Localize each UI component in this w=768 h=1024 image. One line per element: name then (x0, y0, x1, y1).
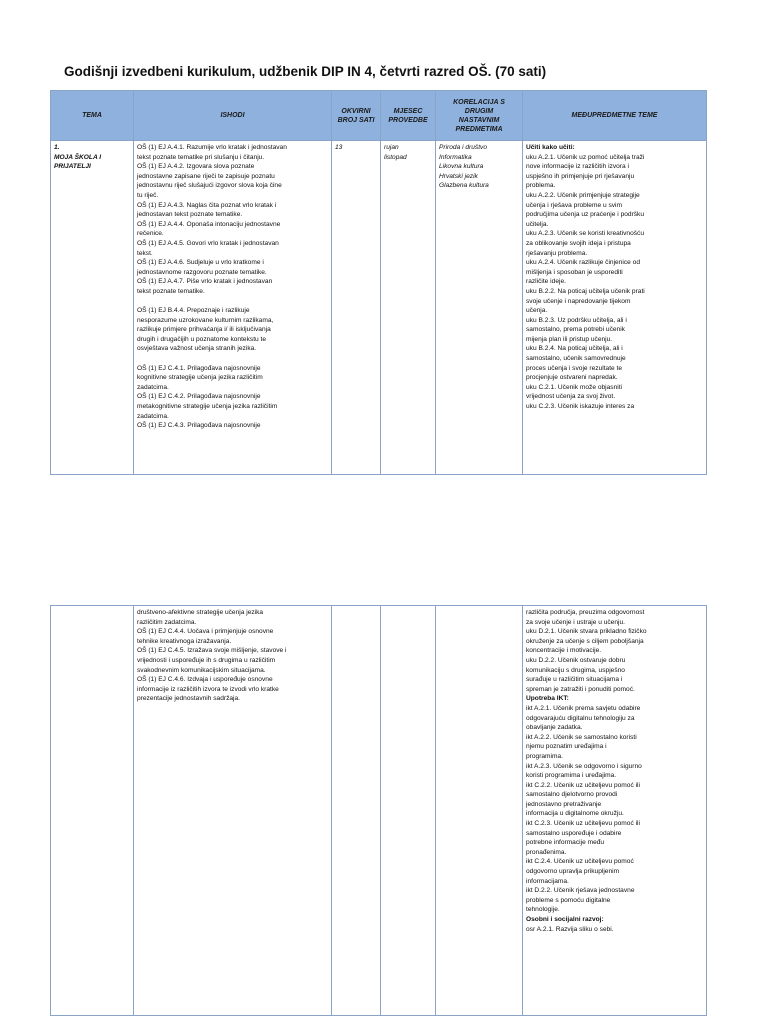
text-line: njemu poznatim uređajima i (526, 743, 607, 751)
text-line (137, 297, 328, 307)
text-line: koncentracije i motivacije. (526, 647, 602, 655)
text-line: svakodnevnim komunikacijskim situacijama. (137, 666, 266, 674)
text-line: uku A.2.4. Učenik razlikuje činjenice od (526, 259, 640, 267)
text-line: potrebne informacije među (526, 839, 605, 847)
text-line: surađuje u različitim situacijama i (526, 676, 623, 684)
text-line: problema. (526, 182, 556, 190)
text-line: uku D.2.1. Učenik stvara prikladno fizičko (526, 628, 647, 636)
text-line: rješavanju problema. (526, 249, 588, 257)
text-line: samostalno djelotvorno provodi (526, 791, 618, 799)
header-medupredmetne-teme: MEĐUPREDMETNE TEME (523, 91, 707, 141)
text-line: programima. (526, 752, 564, 760)
text-line: tehnologije. (526, 906, 560, 914)
korelacija-cell (436, 141, 523, 475)
text-line: uku B.2.2. Na poticaj učitelja učenik prati (526, 287, 645, 295)
header-row (51, 91, 707, 141)
text-line: OŠ (1) EJ A.4.4. Oponaša intonaciju jednostavne (137, 220, 281, 228)
header-tema: TEMA (51, 91, 134, 141)
osr-heading: Osobni i socijalni razvoj: (526, 916, 604, 923)
text-line: pronađenima. (526, 848, 567, 856)
text-line: OŠ (1) EJ A.4.1. Razumije vrlo kratak i jednostavan (137, 144, 287, 151)
text-line: mijenja plan ili pristup učenju. (526, 335, 613, 343)
text-line: OŠ (1) EJ A.4.3. Naglas čita poznat vrlo kratak i (137, 201, 277, 209)
text-line: učitelja. (526, 220, 549, 228)
text-line: komunikaciju s drugima, uspješno (526, 666, 625, 674)
text-line: osvještava važnost učenja stranih jezika. (137, 345, 257, 353)
text-line: razlikuje primjere prihvaćanja i/ ili isključivanja (137, 326, 271, 334)
text-line: ikt A.2.3. Učenik se odgovorno i sigurno (526, 762, 642, 770)
text-line: samostalno, učenik samovrednuje (526, 355, 626, 363)
text-line: probleme s pomoću digitalne (526, 896, 611, 904)
text-line: prezentacije jednostavnih sadržaja. (137, 695, 240, 703)
header-ishodi: ISHODI (134, 91, 332, 141)
text-line: za svoje učenje i ustraje u učenju. (526, 618, 625, 626)
text-line: različite ideje. (526, 278, 566, 286)
header-mjesec-provedbe (381, 91, 436, 141)
text-line: metakognitivne strategije učenja jezika različitim (137, 403, 278, 411)
mjesec-provedbe-cell (381, 606, 436, 1016)
text-line: vrijednost učenja za svoj život. (526, 393, 616, 401)
text-line: odgovorno upravlja prikupljenim (526, 868, 620, 876)
text-line: samostalno, prema potrebi učenik (526, 326, 625, 334)
curriculum-table-page-1 (50, 90, 707, 475)
header-okvirni-broj-sati (332, 91, 381, 141)
text-line: svoje učenje i napredovanje tijekom (526, 297, 631, 305)
text-line (137, 354, 328, 364)
text-line: zadatcima. (137, 383, 169, 391)
header-korelacija-line: NASTAVNIM (458, 116, 500, 124)
text-line: vrijednosti i uspoređuje ih s drugima u različitim (137, 656, 276, 664)
mjesec-line: listopad (384, 153, 407, 161)
text-line: uspješno ih primjenjuje pri rješavanju (526, 172, 635, 180)
curriculum-table-page-2 (50, 605, 707, 1016)
text-line: ikt C.2.4. Učenik uz učiteljevu pomoć (526, 858, 634, 866)
medupredmetne-cell (523, 141, 707, 475)
tema-line: 1. (54, 144, 60, 151)
text-line: proces učenja i svoje rezultate te (526, 364, 623, 372)
text-line: ikt A.2.2. Učenik se samostalno koristi (526, 733, 637, 741)
text-line: Hrvatski jezik (439, 172, 478, 180)
text-line: Informatika (439, 153, 472, 161)
header-mjesec-line: MJESEC (393, 107, 423, 115)
text-line: uku B.2.4. Na poticaj učitelja, ali i (526, 345, 623, 353)
text-line: ikt C.2.3. Učenik uz učiteljevu pomoć ili (526, 820, 640, 828)
text-line: različitim zadatcima. (137, 618, 197, 626)
text-line: OŠ (1) EJ C.4.3. Prilagođava najosnovnije (137, 422, 261, 430)
text-line: uku A.2.3. Učenik se koristi kreativnošću (526, 230, 645, 238)
tema-cell (51, 606, 134, 1016)
text-line: Glazbena kultura (439, 182, 489, 190)
uku-heading: Učiti kako učiti: (526, 144, 575, 151)
text-line: tekst. (137, 249, 153, 257)
mjesec-provedbe-cell (381, 141, 436, 475)
text-line: područjima učenja uz praćenje i podršku (526, 211, 645, 219)
text-line: OŠ (1) EJ C.4.2. Prilagođava najosnovnije (137, 393, 261, 401)
text-line: samostalno uspoređuje i odabire (526, 829, 622, 837)
header-korelacija (436, 91, 523, 141)
text-line: Likovna kultura (439, 163, 484, 171)
text-line: okruženje za učenje s ciljem poboljšanja (526, 637, 644, 645)
medupredmetne-cell (523, 606, 707, 1016)
text-line: OŠ (1) EJ C.4.6. Izdvaja i uspoređuje osnovne (137, 676, 273, 684)
text-line: tekst poznate tematike. (137, 287, 205, 295)
header-okvirni-line: BROJ SATI (337, 116, 375, 124)
text-line: uku A.2.2. Učenik primjenjuje strategije (526, 191, 640, 199)
okvirni-broj-sati-cell: 13 (332, 141, 381, 475)
text-line: uku C.2.1. Učenik može objasniti (526, 383, 623, 391)
text-line: ikt D.2.2. Učenik rješava jednostavne (526, 887, 635, 895)
text-line: različita područja, preuzima odgovornost (526, 609, 645, 616)
text-line: osr A.2.1. Razvija sliku o sebi. (526, 925, 614, 933)
mjesec-line: rujan (384, 144, 399, 151)
text-line: drugih i drugačijih u poznatome kontekstu te (137, 335, 267, 343)
text-line: tu riječ. (137, 191, 159, 199)
text-line: uku B.2.3. Uz podršku učitelja, ali i (526, 316, 627, 324)
text-line: jednostavno pretraživanje (526, 800, 602, 808)
text-line: jednostavnome razgovoru poznate tematike. (137, 268, 267, 276)
text-line: OŠ (1) EJ C.4.1. Prilagođava najosnovnije (137, 364, 261, 372)
ishodi-cell (134, 606, 332, 1016)
text-line: obavljanje zadatka. (526, 724, 583, 732)
ikt-heading: Upotreba IKT: (526, 695, 569, 703)
text-line: spreman je zatražiti i ponuditi pomoć. (526, 685, 635, 693)
text-line: OŠ (1) EJ A.4.2. Izgovara slova poznate (137, 163, 255, 171)
text-line: OŠ (1) EJ C.4.4. Uočava i primjenjuje osnovne (137, 628, 274, 636)
text-line: jednostavne zapisane riječi te zapisuje poznatu (137, 172, 275, 180)
text-line: ikt A.2.1. Učenik prema savjetu odabire (526, 704, 641, 712)
text-line: uku D.2.2. Učenik ostvaruje dobru (526, 656, 626, 664)
text-line: OŠ (1) EJ A.4.6. Sudjeluje u vrlo kratkome i (137, 259, 264, 267)
text-line: odgovarajuću digitalnu tehnologiju za (526, 714, 635, 722)
table-row (51, 141, 707, 475)
text-line: tekst poznate tematike pri slušanju i čitanju. (137, 153, 265, 161)
text-line: OŠ (1) EJ A.4.5. Govori vrlo kratak i jednostavan (137, 239, 279, 247)
header-okvirni-line: OKVIRNI (341, 107, 371, 115)
text-line: za oblikovanje svojih ideja i pristupa (526, 239, 631, 247)
text-line: nove informacije iz različitih izvora i (526, 163, 629, 171)
text-line: učenja. (526, 307, 548, 315)
header-korelacija-line: DRUGIM (464, 107, 494, 115)
text-line: tehnike kreativnoga izražavanja. (137, 637, 232, 645)
tema-line: MOJA ŠKOLA I (54, 153, 102, 161)
table-row (51, 606, 707, 1016)
text-line: zadatcima. (137, 412, 169, 420)
text-line: informacijama. (526, 877, 569, 885)
header-korelacija-line: KORELACIJA S (453, 98, 505, 106)
text-line: nesporazume uzrokovane kulturnim razlikama, (137, 316, 274, 324)
text-line: kognitivne strategije učenja jezika različitim (137, 374, 263, 382)
header-korelacija-line: PREDMETIMA (455, 125, 503, 133)
ishodi-cell (134, 141, 332, 475)
text-line: rečenice. (137, 230, 164, 238)
text-line: uku A.2.1. Učenik uz pomoć učitelja traži (526, 153, 645, 161)
text-line: procjenjuje ostvareni napredak. (526, 374, 618, 382)
header-mjesec-line: PROVEDBE (388, 116, 428, 124)
text-line: mišljenja i sposoban je usporediti (526, 268, 623, 276)
tema-cell (51, 141, 134, 475)
text-line: ikt C.2.2. Učenik uz učiteljevu pomoć ili (526, 781, 640, 789)
text-line: OŠ (1) EJ B.4.4. Prepoznaje i razlikuje (137, 307, 250, 315)
text-line: koristi programima i uređajima. (526, 772, 617, 780)
document-title: Godišnji izvedbeni kurikulum, udžbenik DIP IN 4, četvrti razred OŠ. (70 sati) (64, 64, 547, 79)
text-line: društveno-afektivne strategije učenja jezika (137, 609, 264, 616)
text-line: jednostavnu riječ slušajući izgovor slova koja čine (137, 182, 282, 190)
text-line: OŠ (1) EJ A.4.7. Piše vrlo kratak i jednostavan (137, 278, 273, 286)
text-line: informacija u digitalnome okružju. (526, 810, 624, 818)
text-line: Priroda i društvo (439, 144, 488, 151)
text-line: jednostavan tekst poznate tematike. (137, 211, 243, 219)
text-line: informacije iz različitih izvora te izvodi vrlo kratke (137, 685, 279, 693)
text-line: učenja i rješava probleme u svim (526, 201, 623, 209)
korelacija-cell (436, 606, 523, 1016)
tema-line: PRIJATELJI (54, 163, 91, 171)
okvirni-broj-sati-cell (332, 606, 381, 1016)
text-line: OŠ (1) EJ C.4.5. Izražava svoje mišljenje, stavove i (137, 647, 287, 655)
text-line: uku C.2.3. Učenik iskazuje interes za (526, 403, 635, 411)
